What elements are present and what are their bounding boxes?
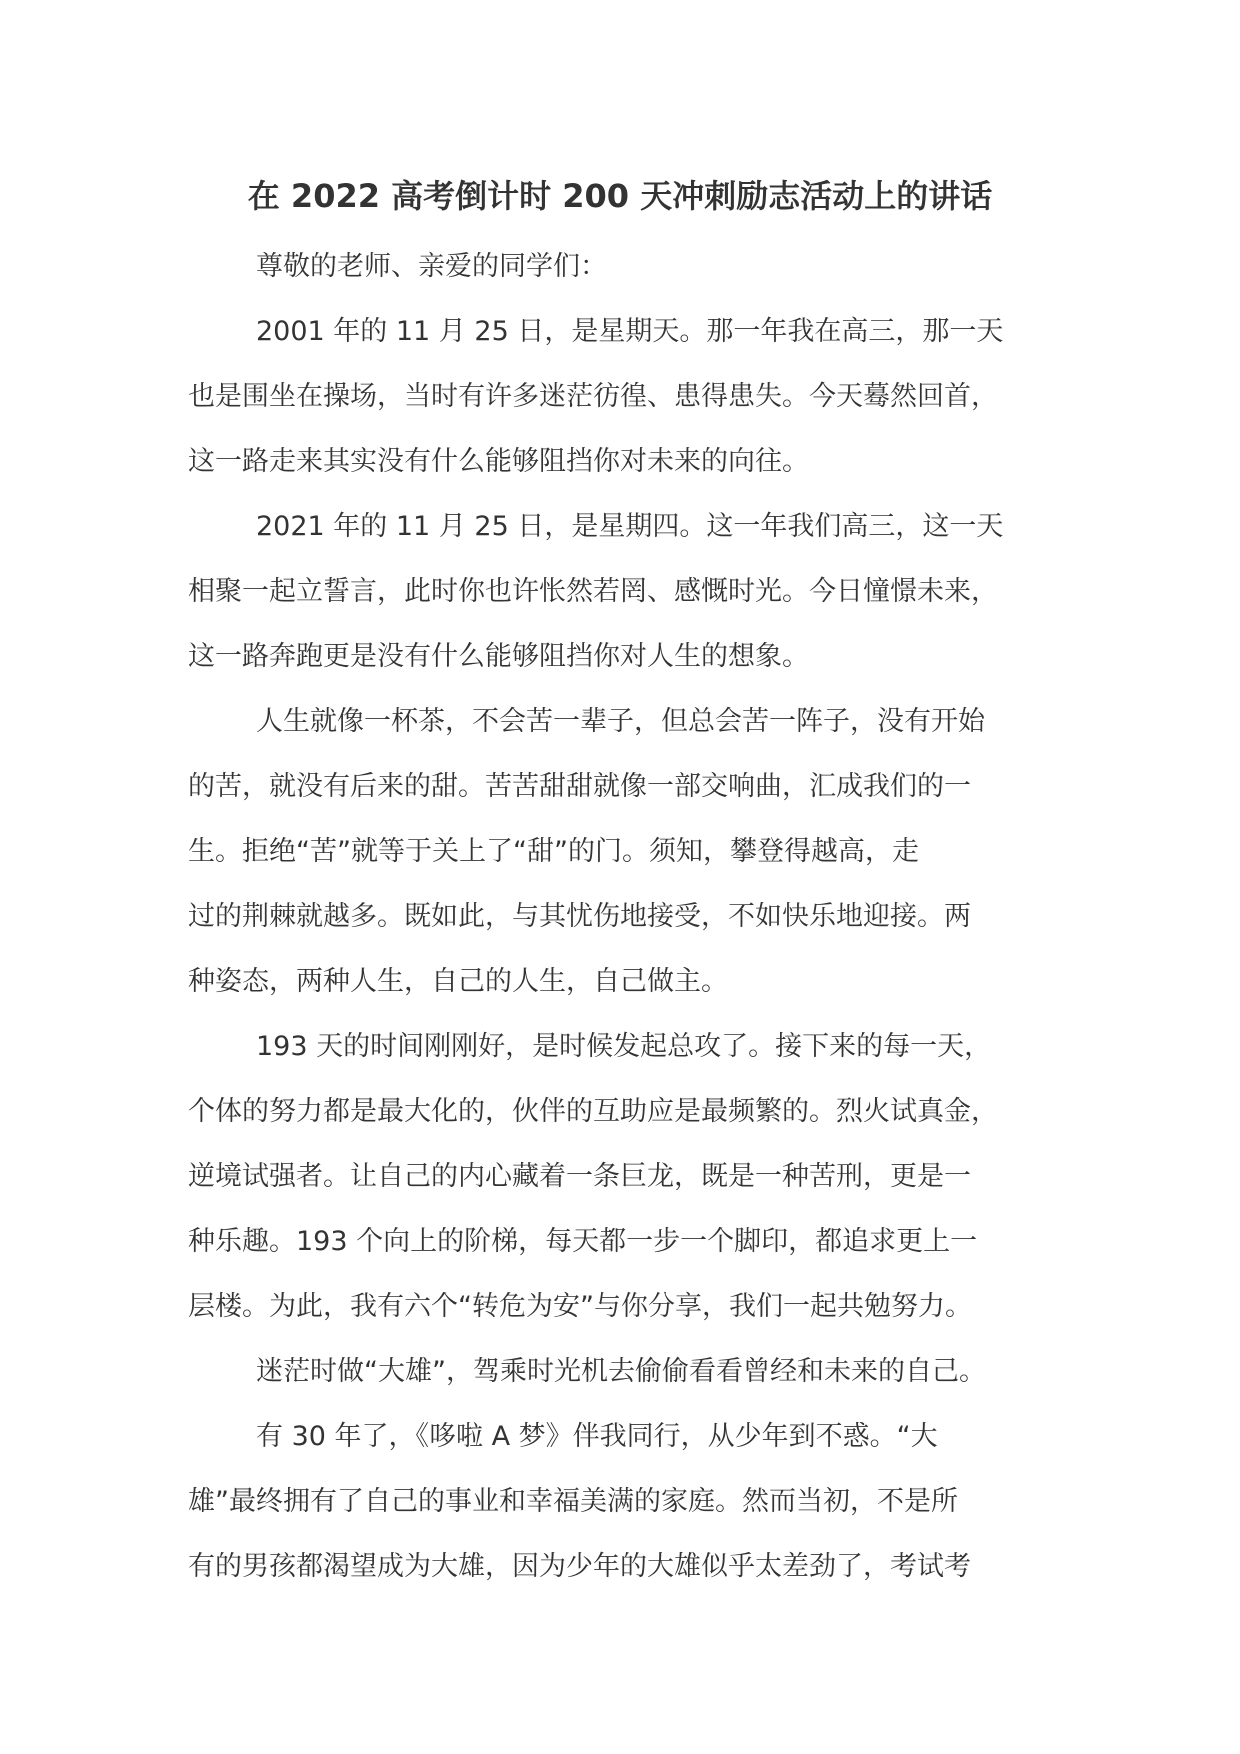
document-title: 在 2022 高考倒计时 200 天冲刺励志活动上的讲话 (247, 177, 993, 215)
text-line: 的苦，就没有后来的甜。苦苦甜甜就像一部交响曲，汇成我们的一 (188, 771, 971, 802)
text-line: 逆境试强者。让自己的内心藏着一条巨龙，既是一种苦刑，更是一 (188, 1161, 971, 1192)
text-line: 个体的努力都是最大化的，伙伴的互助应是最频繁的。烈火试真金， (188, 1096, 998, 1127)
text-line: 2001 年的 11 月 25 日，是星期天。那一年我在高三，那一天 (256, 316, 1004, 347)
text-line: 迷茫时做“大雄”，驾乘时光机去偷偷看看曾经和未来的自己。 (256, 1356, 986, 1387)
text-line: 相聚一起立誓言，此时你也许怅然若罔、感慨时光。今日憧憬未来， (188, 576, 998, 607)
text-line: 种乐趣。193 个向上的阶梯，每天都一步一个脚印，都追求更上一 (188, 1226, 978, 1257)
text-line: 尊敬的老师、亲爱的同学们： (256, 251, 607, 282)
text-line: 2021 年的 11 月 25 日，是星期四。这一年我们高三，这一天 (256, 511, 1004, 542)
text-line: 过的荆棘就越多。既如此，与其忧伤地接受，不如快乐地迎接。两 (188, 901, 971, 932)
text-line: 这一路奔跑更是没有什么能够阻挡你对人生的想象。 (188, 641, 809, 672)
document-body (188, 234, 1068, 1599)
text-line: 有 30 年了，《哆啦 A 梦》伴我同行，从少年到不惑。“大 (256, 1421, 938, 1452)
text-line: 193 天的时间刚刚好，是时候发起总攻了。接下来的每一天， (256, 1031, 992, 1062)
text-line: 种姿态，两种人生，自己的人生，自己做主。 (188, 966, 728, 997)
text-line: 也是围坐在操场，当时有许多迷茫彷徨、患得患失。今天蓦然回首， (188, 381, 998, 412)
text-line: 层楼。为此，我有六个“转危为安”与你分享，我们一起共勉努力。 (188, 1291, 972, 1322)
text-line: 雄”最终拥有了自己的事业和幸福美满的家庭。然而当初，不是所 (188, 1486, 958, 1517)
text-line: 人生就像一杯茶，不会苦一辈子，但总会苦一阵子，没有开始 (256, 706, 985, 737)
text-line: 生。拒绝“苦”就等于关上了“甜”的门。须知，攀登得越高，走 (188, 836, 919, 867)
text-line: 这一路走来其实没有什么能够阻挡你对未来的向往。 (188, 446, 809, 477)
text-line: 有的男孩都渴望成为大雄，因为少年的大雄似乎太差劲了，考试考 (188, 1551, 971, 1582)
